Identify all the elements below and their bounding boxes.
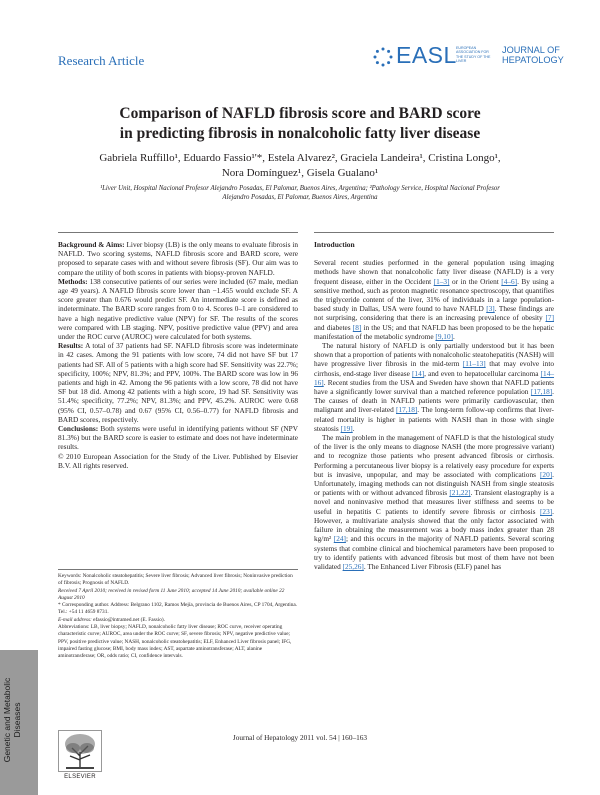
- side-tab-line1: Genetic and Metabolic: [2, 677, 12, 763]
- footnote-corresponding: * Corresponding author. Address: Belgrano 1102, Ramos Mejía, provincia de Buenos Aires, CP 1704, Argentina. Tel.: +54 11 4659 8731.: [58, 602, 298, 616]
- intro-text: . By using a sensitive method, such as proton magnetic resonance spectroscopy, that quantifies the triglyceride content of the liver, 31% of individuals in a large population-based study in Dallas, USA were found to have NAFLD: [314, 276, 554, 314]
- intro-text: .: [352, 423, 355, 433]
- elsevier-logo: [58, 730, 102, 782]
- conclusions-label: Conclusions:: [58, 424, 99, 434]
- intro-text: . Transient elastography is a novel and noninvasive method that measures liver stiffness and seems to be useful in hepatitis C patients to identify severe fibrosis or cirrhosis: [314, 488, 554, 516]
- title-line2: in predicting fibrosis in nonalcoholic fatty liver disease: [119, 125, 481, 142]
- intro-heading: Introduction: [314, 240, 355, 249]
- footnotes: [58, 573, 298, 661]
- intro-paragraph-2: [314, 341, 554, 433]
- citation-link[interactable]: [24]: [333, 534, 346, 544]
- intro-paragraph-3: [314, 433, 554, 571]
- abstract-top-rule: [58, 232, 298, 233]
- citation-link[interactable]: [17,18]: [396, 405, 418, 415]
- abstract-copyright: © 2010 European Association for the Study of the Liver. Published by Elsevier B.V. All rights reserved.: [58, 451, 298, 470]
- citation-link[interactable]: [7]: [545, 313, 554, 323]
- footer-citation: Journal of Hepatology 2011 vol. 54 | 160–163: [232, 733, 368, 742]
- footnote-abbreviations: Abbreviations: LB, liver biopsy; NAFLD, nonalcoholic fatty liver disease; ROC curve, receiver operating characteristic curve; AUROC, area under the ROC curve; SF, severe fibrosis; NPV, negative predictive value; PPV, positive predictive value; NASH, nonalcoholic steatohepatitis; ELF, Enhanced Liver fibrosis panel; IFG, impaired fasting glucose; BMI, body mass index; AST, aspartate aminotransferase; ALT, alanine aminotransferase; OR, odds ratio; CI, confidence intervals.: [58, 624, 292, 660]
- journal-name-line1: JOURNAL OF: [502, 45, 560, 55]
- affiliations: [50, 184, 550, 202]
- citation-link[interactable]: [20]: [540, 469, 553, 479]
- citation-link[interactable]: [1–3]: [433, 276, 450, 286]
- authors-line1: Gabriela Ruffillo¹, Eduardo Fassio¹'*, Estela Alvarez², Graciela Landeira¹, Cristina Longo¹,: [99, 152, 501, 164]
- methods-label: Methods:: [58, 276, 88, 286]
- elsevier-wordmark: ELSEVIER: [64, 774, 96, 780]
- footnote-rule: [58, 569, 298, 570]
- intro-text: ; and this occurs in the majority of NAFLD patients. Several scoring systems that combine clinical and biochemical parameters have been proposed to try to identify patients with advanced fibrosis but most of them have not been validated: [314, 534, 554, 571]
- citation-link[interactable]: [19]: [340, 423, 353, 433]
- affiliations-line2: Alejandro Posadas, El Palomar, Buenos Aires, Argentina: [222, 194, 378, 201]
- easl-wordmark: EASL: [396, 42, 457, 68]
- email-label: E-mail address:: [58, 616, 92, 623]
- authors-line2: Nora Domínguez¹, Gisela Gualano¹: [221, 167, 379, 179]
- intro-text: . The Enhanced Liver Fibrosis (ELF) panel has: [363, 561, 502, 571]
- intro-text: or in the Orient: [449, 276, 502, 286]
- results-label: Results:: [58, 341, 84, 351]
- paper-title: [40, 104, 560, 144]
- citation-link[interactable]: [23]: [540, 506, 553, 516]
- citation-link[interactable]: [4–6]: [501, 276, 518, 286]
- elsevier-tree-icon: [58, 730, 102, 772]
- abstract-methods: [58, 277, 298, 341]
- citation-link[interactable]: [14]: [411, 368, 425, 378]
- intro-text: Several recent studies performed in the general population using imaging methods have shown that nonalcoholic fatty liver disease (NAFLD) is a very frequent disease, either in the Occident: [314, 258, 554, 286]
- citation-link[interactable]: [8]: [352, 322, 362, 332]
- intro-text: . However, a multivariate analysis showed that the only factor associated with failure in obtaining the measurement was a body mass index greater than 28 kg/m²: [314, 506, 554, 544]
- side-tab-line2: Diseases: [12, 702, 22, 738]
- intro-text: that may evolve into cirrhosis, end-stage liver disease: [314, 359, 554, 378]
- intro-text: . Unfortunately, imaging methods can not distinguish NASH from single steatosis or patients with or without advanced fibrosis: [314, 469, 554, 498]
- intro-text: . Recent studies from the USA and Sweden have shown that NAFLD patients have a significantly lower survival than a matched reference population: [314, 377, 554, 397]
- intro-text: .: [453, 331, 455, 341]
- section-side-tab: [0, 650, 38, 795]
- footnote-email-wrap: [58, 617, 298, 624]
- abstract-conclusions: [58, 424, 298, 452]
- email-address[interactable]: efassio@intramed.net (E. Fassio).: [91, 616, 165, 623]
- abstract-results: [58, 341, 298, 424]
- abstract: [58, 240, 298, 470]
- journal-name-line2: HEPATOLOGY: [502, 55, 564, 65]
- intro-text: , and even to hepatocellular carcinoma: [424, 368, 541, 378]
- affiliations-line1: ¹Liver Unit, Hospital Nacional Profesor Alejandro Posadas, El Palomar, Buenos Aires, Argentina; ²Pathology Service, Hospital Nacional Profesor: [100, 185, 500, 192]
- abstract-background: [58, 240, 298, 277]
- conclusions-text: Both systems were useful in identifying patients without SF (NPV 81.3%) but the BARD score is easier to estimate and does not have indeterminate results.: [58, 424, 298, 452]
- easl-subtitle: EUROPEAN ASSOCIATION FOR THE STUDY OF THE LIVER: [456, 46, 491, 63]
- intro-text: The main problem in the management of NAFLD is that the histological study of the liver is the only means to diagnose NASH (the more progressive variant) and to recognize those patients who present advanced fibrosis or cirrhosis. Performing a percutaneous liver biopsy is a relatively easy procedure for experts but is invasive, unpopular, and may be associated with complications: [314, 433, 554, 479]
- easl-mark-icon: [372, 46, 394, 68]
- footnote-received: Received 7 April 2010; received in revised form 11 June 2010; accepted 14 June 2010; available online 22 August 2010: [58, 587, 285, 601]
- introduction: [314, 240, 554, 571]
- citation-link[interactable]: [17,18]: [530, 387, 553, 397]
- intro-paragraph-1: [314, 258, 554, 341]
- citation-link[interactable]: [25,26]: [342, 561, 364, 571]
- journal-logo: [372, 42, 564, 78]
- author-list: [60, 151, 540, 181]
- intro-top-rule: [314, 232, 554, 233]
- journal-name: [502, 45, 564, 65]
- side-tab-text: [2, 650, 22, 790]
- intro-text: . The long-term follow-up confirms that liver-related mortality is higher in patients with NASH than in those with single steatosis: [314, 405, 554, 433]
- methods-text: 138 consecutive patients of our series were included (67 male, median age 49 years). A NAFLD fibrosis score lower than −1.455 would exclude SF. A score greater than 0.676 would predict SF. An intermediate score is defined as indeterminate. The BARD score ranges from 0 to 4. Scores 0–1 are considered to have a high negative predictive value (NPV) for SF. The results of the scores were compared with LB staging. NPV, positive predictive value (PPV) and area under the ROC curve (AUROC) were calculated for both systems.: [58, 276, 298, 342]
- footnote-received-wrap: [58, 588, 298, 603]
- citation-link[interactable]: [21,22]: [449, 488, 471, 498]
- intro-text: The natural history of NAFLD is only partially understood but it has been shown that a proportion of patients with nonalcoholic steatohepatitis (NASH) will have progressive liver fibrosis in the mid-term: [314, 341, 554, 369]
- intro-text: and diabetes: [314, 322, 353, 332]
- background-label: Background & Aims:: [58, 240, 125, 249]
- citation-link[interactable]: [11–13]: [462, 359, 486, 369]
- citation-link[interactable]: [14–16]: [314, 368, 555, 387]
- citation-link[interactable]: [3]: [486, 304, 495, 314]
- section-label: Research Article: [58, 53, 145, 68]
- intro-text: in the US; and that NAFLD has been proposed to be the hepatic manifestation of the metabolic syndrome: [314, 322, 554, 341]
- intro-text: . The causes of death in NAFLD patients were primarily cardiovascular, then malignant and liver-related: [314, 387, 554, 415]
- results-text: A total of 37 patients had SF. NAFLD fibrosis score was indeterminate in 42 cases. Among the 91 patients with low score, 74 did not have SF but 17 patients had SF. All of 5 patients with a high score had SF. Sensitivity was 22.7%; specificity, 100%; NPV, 81.3%; and PPV, 100%. The BARD score was low in 96 patients and high in 42. Among the 96 patients with a low score, 78 did not have SF but 18 did. Among 42 patients with a high score, 19 had SF. Sensitivity was 51.4%; specificity, 77.2%; NPV, 81.3%; and PPV, 45.2%. AUROC were 0.68 (95% CI, 0.57–0.78) and 0.67 (95% CI, 0.56–0.77) for NAFLD fibrosis and BARD scores, respectively.: [58, 341, 298, 424]
- title-line1: Comparison of NAFLD fibrosis score and BARD score: [119, 105, 481, 122]
- background-text: Liver biopsy (LB) is the only means to evaluate fibrosis in NAFLD. Two scoring systems, NAFLD fibrosis score and BARD score, were proposed to separate cases with and without severe fibrosis (SF). Our aim was to compare the utility of both scores in patients with biopsy-proven NAFLD.: [58, 240, 298, 277]
- footnote-keywords: Keywords: Nonalcoholic steatohepatitis; Severe liver fibrosis; Advanced liver fibrosis; Noninvasive prediction of fibrosis; Prognosis of NAFLD.: [58, 573, 293, 587]
- intro-text: . These findings are not surprising, considering that there is an increasing prevalence of obesity: [314, 304, 554, 323]
- citation-link[interactable]: [9,10]: [435, 331, 454, 341]
